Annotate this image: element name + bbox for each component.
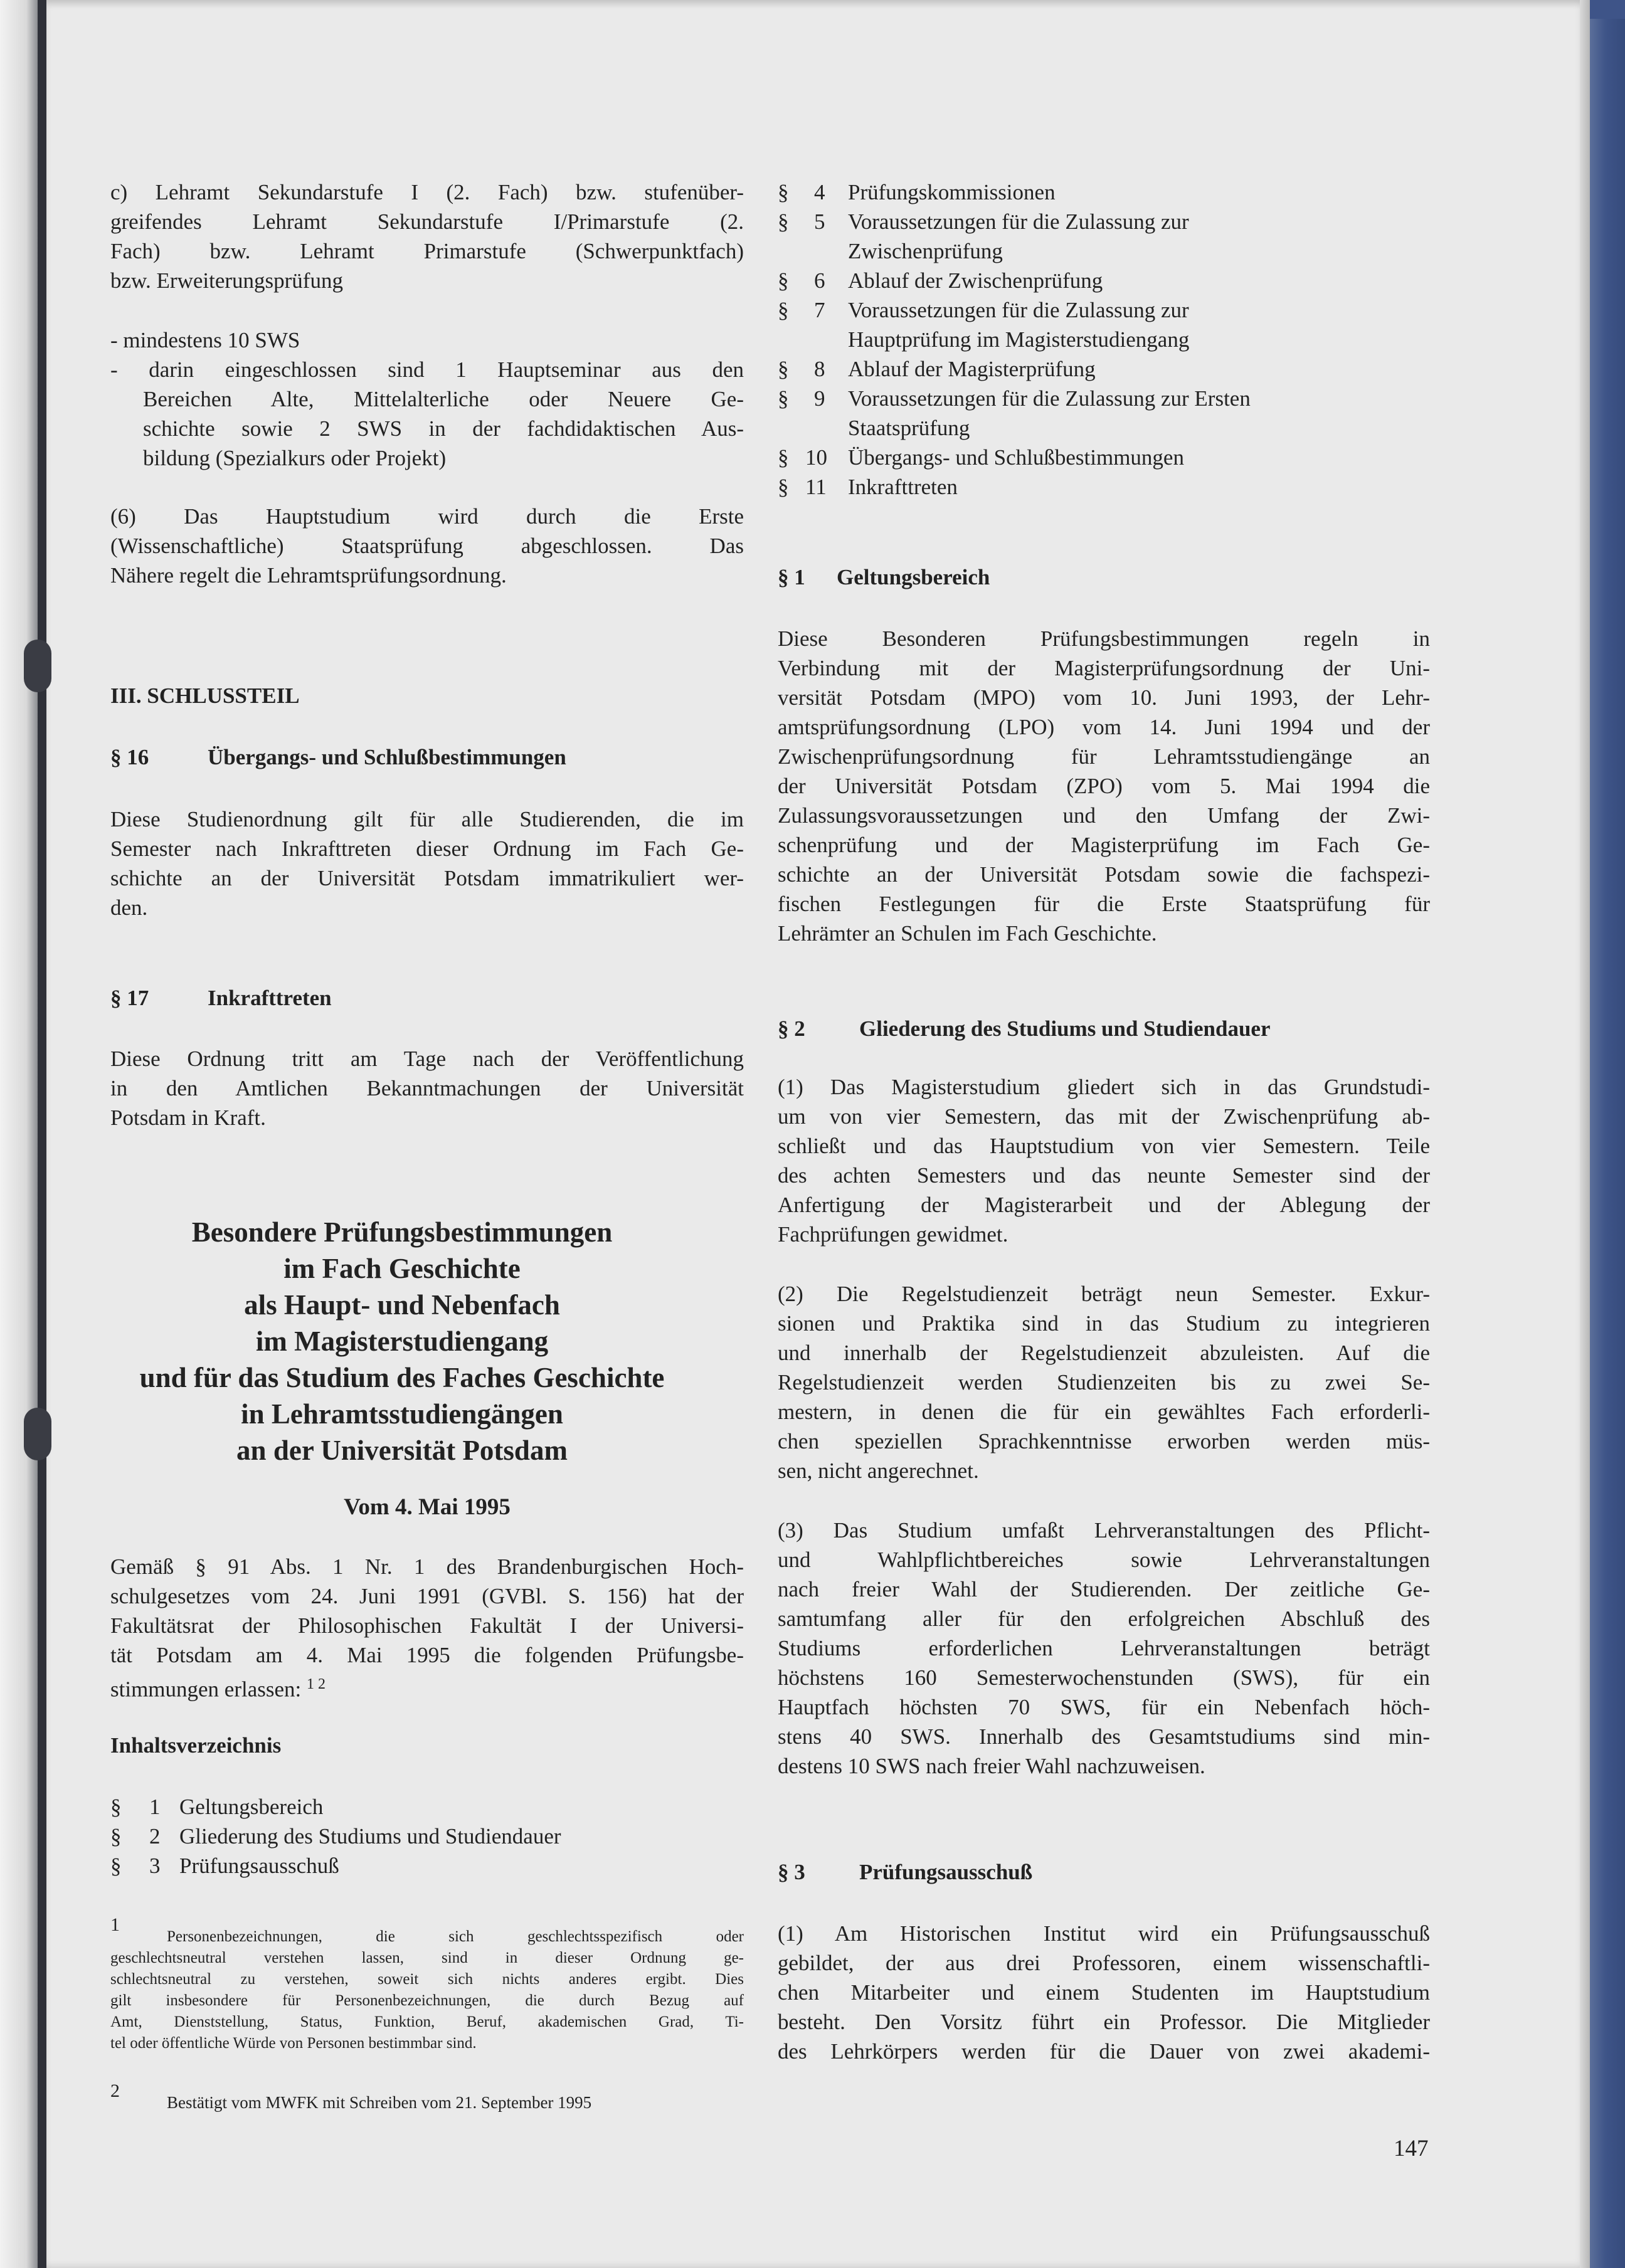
toc-label-cont: Staatsprüfung: [848, 416, 970, 440]
s1-line: schichte an der Universität Potsdam sowie die fachspezi-: [778, 862, 1430, 887]
s2-p3-line: nach freier Wahl der Studierenden. Der zeitliche Ge-: [778, 1577, 1430, 1601]
toc-label: Voraussetzungen für die Zulassung zur: [848, 209, 1189, 234]
s1-line: der Universität Potsdam (ZPO) vom 5. Mai 1994 die: [778, 774, 1430, 798]
regulation-date: Vom 4. Mai 1995: [344, 1494, 511, 1520]
footnote1-line: gilt insbesondere für Personenbezeichnungen, die durch Bezug auf: [110, 1992, 744, 2009]
toc-number: 8: [814, 357, 825, 381]
s17-number: § 17: [110, 986, 149, 1010]
toc-label: Übergangs- und Schlußbestimmungen: [848, 445, 1184, 470]
preamble-last-text: stimmungen erlassen:: [110, 1677, 302, 1702]
s2-p3-line: (3) Das Studium umfaßt Lehrveranstaltungen des Pflicht-: [778, 1518, 1430, 1543]
toc-number: 2: [149, 1824, 161, 1849]
bullet-line: bildung (Spezialkurs oder Projekt): [143, 446, 447, 470]
toc-label: Ablauf der Zwischenprüfung: [848, 268, 1103, 293]
regulation-title-line: und für das Studium des Faches Geschichte: [139, 1362, 665, 1393]
s1-line: amtsprüfungsordnung (LPO) vom 14. Juni 1994 und der: [778, 715, 1430, 739]
toc-number: 5: [814, 209, 825, 234]
s2-p3-line: destens 10 SWS nach freier Wahl nachzuweisen.: [778, 1754, 1205, 1778]
s17-title: Inkrafttreten: [208, 986, 332, 1010]
intro-line: c) Lehramt Sekundarstufe I (2. Fach) bzw. stufenüber-: [110, 180, 744, 204]
binder-edge: [38, 0, 46, 2268]
footnote1-line: Amt, Dienststellung, Status, Funktion, Beruf, akademischen Grad, Ti-: [110, 2013, 744, 2030]
s3-line: (1) Am Historischen Institut wird ein Prüfungsausschuß: [778, 1921, 1430, 1946]
s16-line: schichte an der Universität Potsdam immatrikuliert wer-: [110, 866, 744, 890]
toc-label-cont: Hauptprüfung im Magisterstudiengang: [848, 327, 1190, 352]
regulation-title-line: an der Universität Potsdam: [236, 1435, 568, 1466]
toc-label: Prüfungsausschuß: [179, 1854, 339, 1878]
toc-sign: §: [778, 386, 789, 411]
s2-p2-line: chen speziellen Sprachkenntnisse erworben werden müs-: [778, 1429, 1430, 1453]
s2-p2-line: mestern, in denen die für ein gewähltes Fach erforderli-: [778, 1400, 1430, 1424]
binder-ring-hole: [24, 640, 51, 692]
s1-number: § 1: [778, 565, 805, 589]
para6-line: (6) Das Hauptstudium wird durch die Erste: [110, 504, 744, 529]
s2-p3-line: höchstens 160 Semesterwochenstunden (SWS), für ein: [778, 1665, 1430, 1690]
footnote1-line: schlechtsneutral zu verstehen, soweit sich nichts anderes ergibt. Dies: [110, 1971, 744, 1988]
footnote-reference: 1 2: [307, 1676, 326, 1692]
s2-p3-line: stens 40 SWS. Innerhalb des Gesamtstudiums sind min-: [778, 1724, 1430, 1749]
bullet-line: schichte sowie 2 SWS in der fachdidaktischen Aus-: [143, 416, 744, 441]
toc-number: 10: [805, 445, 827, 470]
s2-p3-line: samtumfang aller für den erfolgreichen Abschluß des: [778, 1606, 1430, 1631]
s16-number: § 16: [110, 745, 149, 769]
intro-line: bzw. Erweiterungsprüfung: [110, 268, 343, 293]
toc-label: Prüfungskommissionen: [848, 180, 1056, 204]
preamble-line: [110, 1670, 326, 1704]
s1-line: Zulassungsvoraussetzungen und den Umfang der Zwi-: [778, 803, 1430, 828]
toc-number: 11: [805, 475, 827, 499]
s17-line: in den Amtlichen Bekanntmachungen der Universität: [110, 1076, 744, 1100]
toc-label: Ablauf der Magisterprüfung: [848, 357, 1096, 381]
toc-label: Inkrafttreten: [848, 475, 958, 499]
s2-p1-line: Fachprüfungen gewidmet.: [778, 1222, 1008, 1247]
s1-line: Diese Besonderen Prüfungsbestimmungen regeln in: [778, 626, 1430, 651]
s17-line: Potsdam in Kraft.: [110, 1105, 266, 1130]
toc-number: 3: [149, 1854, 161, 1878]
s16-line: Diese Studienordnung gilt für alle Studierenden, die im: [110, 807, 744, 831]
document-page: [46, 0, 1590, 2268]
intro-line: greifendes Lehramt Sekundarstufe I/Primarstufe (2.: [110, 209, 744, 234]
toc-sign: §: [778, 445, 789, 470]
s2-p1-line: Anfertigung der Magisterarbeit und der Ablegung der: [778, 1193, 1430, 1217]
footnote1-number: 1: [110, 1914, 120, 1935]
footnote2-text: Bestätigt vom MWFK mit Schreiben vom 21. September 1995: [167, 2093, 592, 2112]
preamble-line: Fakultätsrat der Philosophischen Fakultät I der Universi-: [110, 1613, 744, 1638]
toc-number: 9: [814, 386, 825, 411]
preamble-line: schulgesetzes vom 24. Juni 1991 (GVBl. S. 156) hat der: [110, 1584, 744, 1608]
toc-label: Gliederung des Studiums und Studiendauer: [179, 1824, 561, 1849]
footnote1-line: tel oder öffentliche Würde von Personen bestimmbar sind.: [110, 2035, 477, 2052]
s2-p1-line: um von vier Semestern, das mit der Zwischenprüfung ab-: [778, 1104, 1430, 1129]
s3-line: besteht. Den Vorsitz führt ein Professor. Die Mitglieder: [778, 2010, 1430, 2034]
toc-heading: Inhaltsverzeichnis: [110, 1733, 282, 1758]
toc-label-cont: Zwischenprüfung: [848, 239, 1003, 263]
bullet-line: Bereichen Alte, Mittelalterliche oder Neuere Ge-: [143, 387, 744, 411]
s2-p2-line: sionen und Praktika sind in das Studium zu integrieren: [778, 1311, 1430, 1336]
regulation-title-line: im Magisterstudiengang: [255, 1326, 549, 1357]
toc-sign: §: [778, 298, 789, 322]
toc-number: 6: [814, 268, 825, 293]
toc-label: Voraussetzungen für die Zulassung zur Ersten: [848, 386, 1251, 411]
s1-line: versität Potsdam (MPO) vom 10. Juni 1993, der Lehr-: [778, 685, 1430, 710]
s1-line: Lehrämter an Schulen im Fach Geschichte.: [778, 921, 1157, 946]
toc-sign: §: [778, 475, 789, 499]
toc-label: Voraussetzungen für die Zulassung zur: [848, 298, 1189, 322]
toc-sign: §: [778, 268, 789, 293]
binder-cover: [1590, 0, 1625, 2268]
toc-number: 1: [149, 1795, 161, 1819]
regulation-title-line: im Fach Geschichte: [283, 1253, 521, 1284]
toc-sign: §: [778, 209, 789, 234]
section-heading: III. SCHLUSSTEIL: [110, 683, 300, 708]
s17-line: Diese Ordnung tritt am Tage nach der Veröffentlichung: [110, 1047, 744, 1071]
s3-line: des Lehrkörpers werden für die Dauer von zwei akademi-: [778, 2039, 1430, 2064]
toc-sign: §: [110, 1795, 122, 1819]
footnote2-number: 2: [110, 2081, 120, 2101]
toc-sign: §: [110, 1854, 122, 1878]
para6-line: Nähere regelt die Lehramtsprüfungsordnung.: [110, 563, 507, 588]
s2-p2-line: sen, nicht angerechnet.: [778, 1458, 979, 1483]
binder-ring-hole: [24, 1408, 51, 1460]
s2-number: § 2: [778, 1016, 805, 1041]
s2-p3-line: Hauptfach höchsten 70 SWS, für ein Nebenfach höch-: [778, 1695, 1430, 1719]
regulation-title-line: als Haupt- und Nebenfach: [244, 1289, 560, 1321]
s2-p3-line: Studiums erforderlichen Lehrveranstaltungen beträgt: [778, 1636, 1430, 1660]
s16-line: den.: [110, 895, 148, 920]
preamble-line: tät Potsdam am 4. Mai 1995 die folgenden Prüfungsbe-: [110, 1643, 744, 1667]
s2-p2-line: und innerhalb der Regelstudienzeit abzuleisten. Auf die: [778, 1341, 1430, 1365]
regulation-title-line: Besondere Prüfungsbestimmungen: [191, 1216, 613, 1248]
toc-sign: §: [778, 357, 789, 381]
toc-sign: §: [778, 180, 789, 204]
s2-p1-line: (1) Das Magisterstudium gliedert sich in das Grundstudi-: [778, 1075, 1430, 1099]
toc-number: 4: [814, 180, 825, 204]
s2-p1-line: schließt und das Hauptstudium von vier Semestern. Teile: [778, 1134, 1430, 1158]
intro-line: Fach) bzw. Lehramt Primarstufe (Schwerpunktfach): [110, 239, 744, 263]
toc-label: Geltungsbereich: [179, 1795, 324, 1819]
s2-p1-line: des achten Semesters und das neunte Semester sind der: [778, 1163, 1430, 1188]
toc-sign: §: [110, 1824, 122, 1849]
s3-title: Prüfungsausschuß: [859, 1860, 1033, 1884]
s16-line: Semester nach Inkrafttreten dieser Ordnung im Fach Ge-: [110, 836, 744, 861]
footnote1-line: Personenbezeichnungen, die sich geschlechtsspezifisch oder: [167, 1928, 744, 1945]
bullet-line: - darin eingeschlossen sind 1 Hauptseminar aus den: [110, 357, 744, 382]
s1-line: Zwischenprüfungsordnung für Lehramtsstudiengänge an: [778, 744, 1430, 769]
s3-line: chen Mitarbeiter und einem Studenten im Hauptstudium: [778, 1980, 1430, 2005]
s2-p2-line: (2) Die Regelstudienzeit beträgt neun Semester. Exkur-: [778, 1282, 1430, 1306]
regulation-title-line: in Lehramtsstudiengängen: [241, 1398, 563, 1430]
s2-title: Gliederung des Studiums und Studiendauer: [859, 1016, 1271, 1041]
s16-title: Übergangs- und Schlußbestimmungen: [208, 745, 566, 769]
s1-line: schenprüfung und der Magisterprüfung im Fach Ge-: [778, 833, 1430, 857]
page-number: 147: [1394, 2136, 1429, 2161]
s1-title: Geltungsbereich: [837, 565, 990, 589]
bullet-min-sws: - mindestens 10 SWS: [110, 328, 300, 352]
s1-line: Verbindung mit der Magisterprüfungsordnung der Uni-: [778, 656, 1430, 680]
para6-line: (Wissenschaftliche) Staatsprüfung abgeschlossen. Das: [110, 534, 744, 558]
s2-p2-line: Regelstudienzeit werden Studienzeiten bis zu zwei Se-: [778, 1370, 1430, 1395]
s3-line: gebildet, der aus drei Professoren, einem wissenschaftli-: [778, 1951, 1430, 1975]
footnote1-line: geschlechtsneutral verstehen lassen, sind in dieser Ordnung ge-: [110, 1949, 744, 1966]
s1-line: fischen Festlegungen für die Erste Staatsprüfung für: [778, 892, 1430, 916]
preamble-line: Gemäß § 91 Abs. 1 Nr. 1 des Brandenburgischen Hoch-: [110, 1554, 744, 1579]
s3-number: § 3: [778, 1860, 805, 1884]
s2-p3-line: und Wahlpflichtbereiches sowie Lehrveranstaltungen: [778, 1548, 1430, 1572]
toc-number: 7: [814, 298, 825, 322]
